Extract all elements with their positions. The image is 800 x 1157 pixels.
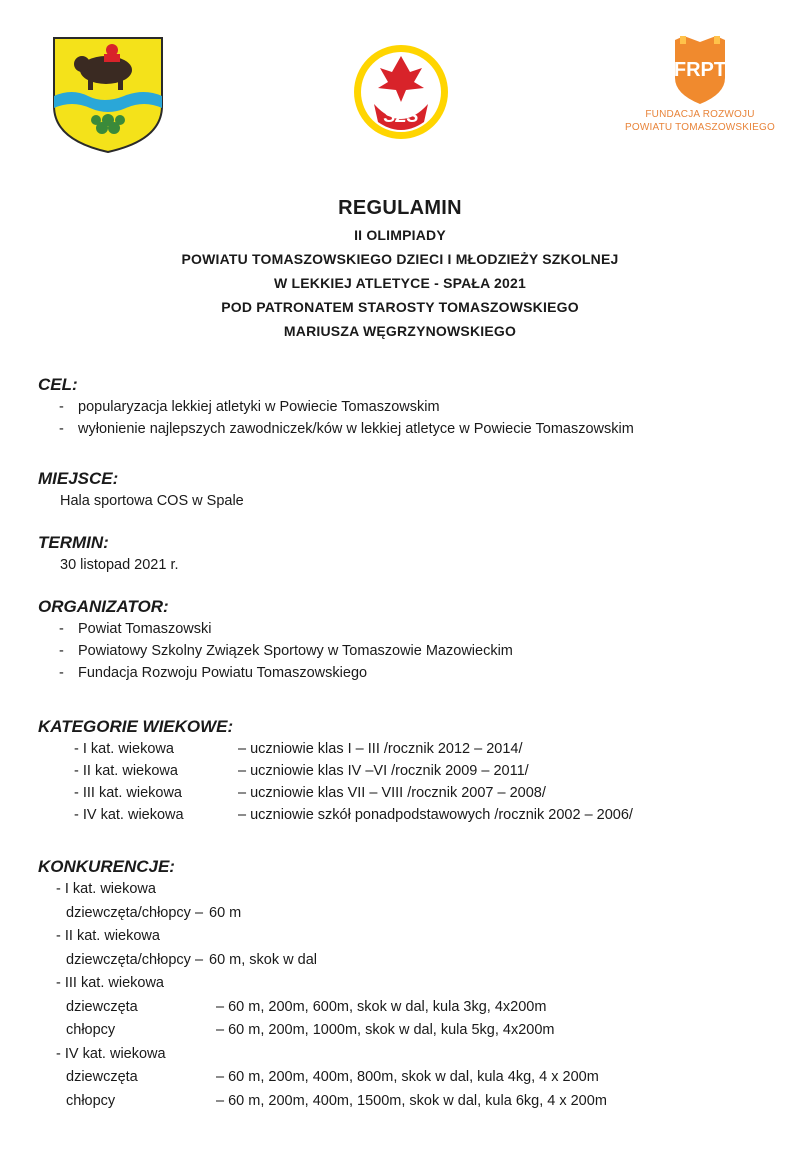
cel-item: - popularyzacja lekkiej atletyki w Powiecie Tomaszowskim <box>59 399 440 415</box>
kategoria-desc: – uczniowie klas I – III /rocznik 2012 – 2014/ <box>238 741 523 757</box>
section-termin <box>38 532 179 576</box>
konkurencje-heading: KONKURENCJE: <box>38 857 175 876</box>
konkurencje-events: 60 m, skok w dal <box>209 951 318 968</box>
powiat-crest-logo <box>52 36 164 154</box>
konkurencje-row <box>38 1019 607 1043</box>
document-title <box>100 193 700 343</box>
kategoria-desc: – uczniowie klas VII – VIII /rocznik 2007 – 2008/ <box>238 785 546 801</box>
organizator-heading: ORGANIZATOR: <box>38 597 169 616</box>
konkurencje-kat4-label: - IV kat. wiekowa <box>56 1045 166 1062</box>
konkurencje-row <box>38 1090 607 1114</box>
kategoria-label: - III kat. wiekowa <box>74 785 182 801</box>
section-kategorie <box>38 716 633 826</box>
konkurencje-who: chłopcy <box>66 1022 116 1038</box>
title-main: REGULAMIN <box>338 197 462 219</box>
organizator-item: - Powiat Tomaszowski <box>59 621 212 637</box>
konkurencje-kat2-label: - II kat. wiekowa <box>56 928 160 944</box>
title-line-4: POD PATRONATEM STAROSTY TOMASZOWSKIEGO <box>221 299 579 315</box>
kategoria-desc: – uczniowie szkół ponadpodstawowych /rocznik 2002 – 2006/ <box>238 807 633 823</box>
kategoria-label: - I kat. wiekowa <box>74 741 174 757</box>
cel-heading: CEL: <box>38 375 78 394</box>
kategoria-row <box>38 782 633 804</box>
konkurencje-who: dziewczęta/chłopcy – <box>66 951 204 968</box>
kategoria-desc: – uczniowie klas IV –VI /rocznik 2009 – 2011/ <box>238 763 529 779</box>
kategoria-label: - II kat. wiekowa <box>74 763 178 779</box>
section-konkurencje <box>38 856 607 1113</box>
miejsce-text: Hala sportowa COS w Spale <box>60 493 244 509</box>
kategoria-row <box>38 738 633 760</box>
title-line-1: II OLIMPIADY <box>354 227 446 243</box>
konkurencje-events: – 60 m, 200m, 400m, 800m, skok w dal, kula 4kg, 4 x 200m <box>216 1069 599 1085</box>
szs-logo <box>352 42 450 142</box>
konkurencje-events: – 60 m, 200m, 600m, skok w dal, kula 3kg, 4x200m <box>216 998 547 1015</box>
konkurencje-who: dziewczęta/chłopcy – <box>66 904 204 921</box>
frpt-caption-line1: FUNDACJA ROZWOJU <box>645 109 755 120</box>
konkurencje-who: dziewczęta <box>66 1069 138 1085</box>
konkurencje-kat3-label: - III kat. wiekowa <box>56 975 164 991</box>
cel-item-text: popularyzacja lekkiej atletyki w Powiecie Tomaszowskim <box>78 399 440 415</box>
konkurencje-who: chłopcy <box>66 1092 116 1109</box>
konkurencje-events: 60 m <box>209 904 242 921</box>
cel-item: - wyłonienie najlepszych zawodniczek/ków w lekkiej atletyce w Powiecie Tomaszowskim <box>59 421 634 437</box>
title-line-2: POWIATU TOMASZOWSKIEGO DZIECI I MŁODZIEŻY SZKOLNEJ <box>181 251 619 267</box>
frpt-logo-text: FRPT <box>673 59 727 81</box>
konkurencje-row <box>38 902 607 926</box>
section-cel <box>38 374 634 440</box>
title-line-5: MARIUSZA WĘGRZYNOWSKIEGO <box>283 323 517 339</box>
konkurencje-row <box>38 1066 607 1090</box>
termin-heading: TERMIN: <box>38 533 109 552</box>
section-organizator <box>38 596 513 684</box>
kategoria-row <box>38 804 633 826</box>
konkurencje-events: – 60 m, 200m, 1000m, skok w dal, kula 5kg, 4x200m <box>216 1022 555 1038</box>
miejsce-heading: MIEJSCE: <box>38 469 119 488</box>
section-miejsce <box>38 468 244 512</box>
organizator-item: - Powiatowy Szkolny Związek Sportowy w Tomaszowie Mazowieckim <box>59 643 513 659</box>
cel-item-text: wyłonienie najlepszych zawodniczek/ków w lekkiej atletyce w Powiecie Tomaszowskim <box>78 421 634 437</box>
organizator-item-text: Powiat Tomaszowski <box>78 621 212 637</box>
frpt-caption-line2: POWIATU TOMASZOWSKIEGO <box>625 122 775 133</box>
termin-text: 30 listopad 2021 r. <box>60 557 179 573</box>
title-line-3: W LEKKIEJ ATLETYCE - SPAŁA 2021 <box>273 275 526 291</box>
organizator-item-text: Powiatowy Szkolny Związek Sportowy w Tomaszowie Mazowieckim <box>78 643 513 659</box>
konkurencje-events: – 60 m, 200m, 400m, 1500m, skok w dal, kula 6kg, 4 x 200m <box>216 1092 607 1109</box>
kategoria-row <box>38 760 633 782</box>
frpt-caption <box>622 108 778 134</box>
konkurencje-row <box>38 949 607 973</box>
konkurencje-row <box>38 996 607 1020</box>
konkurencje-kat1-label: - I kat. wiekowa <box>56 881 156 897</box>
kategorie-heading: KATEGORIE WIEKOWE: <box>38 717 234 736</box>
frpt-logo <box>622 34 778 150</box>
konkurencje-who: dziewczęta <box>66 998 138 1015</box>
organizator-item-text: Fundacja Rozwoju Powiatu Tomaszowskiego <box>78 665 368 681</box>
organizator-item: - Fundacja Rozwoju Powiatu Tomaszowskiego <box>59 665 368 681</box>
kategoria-label: - IV kat. wiekowa <box>74 807 184 823</box>
szs-logo-text: SZS <box>383 106 419 126</box>
